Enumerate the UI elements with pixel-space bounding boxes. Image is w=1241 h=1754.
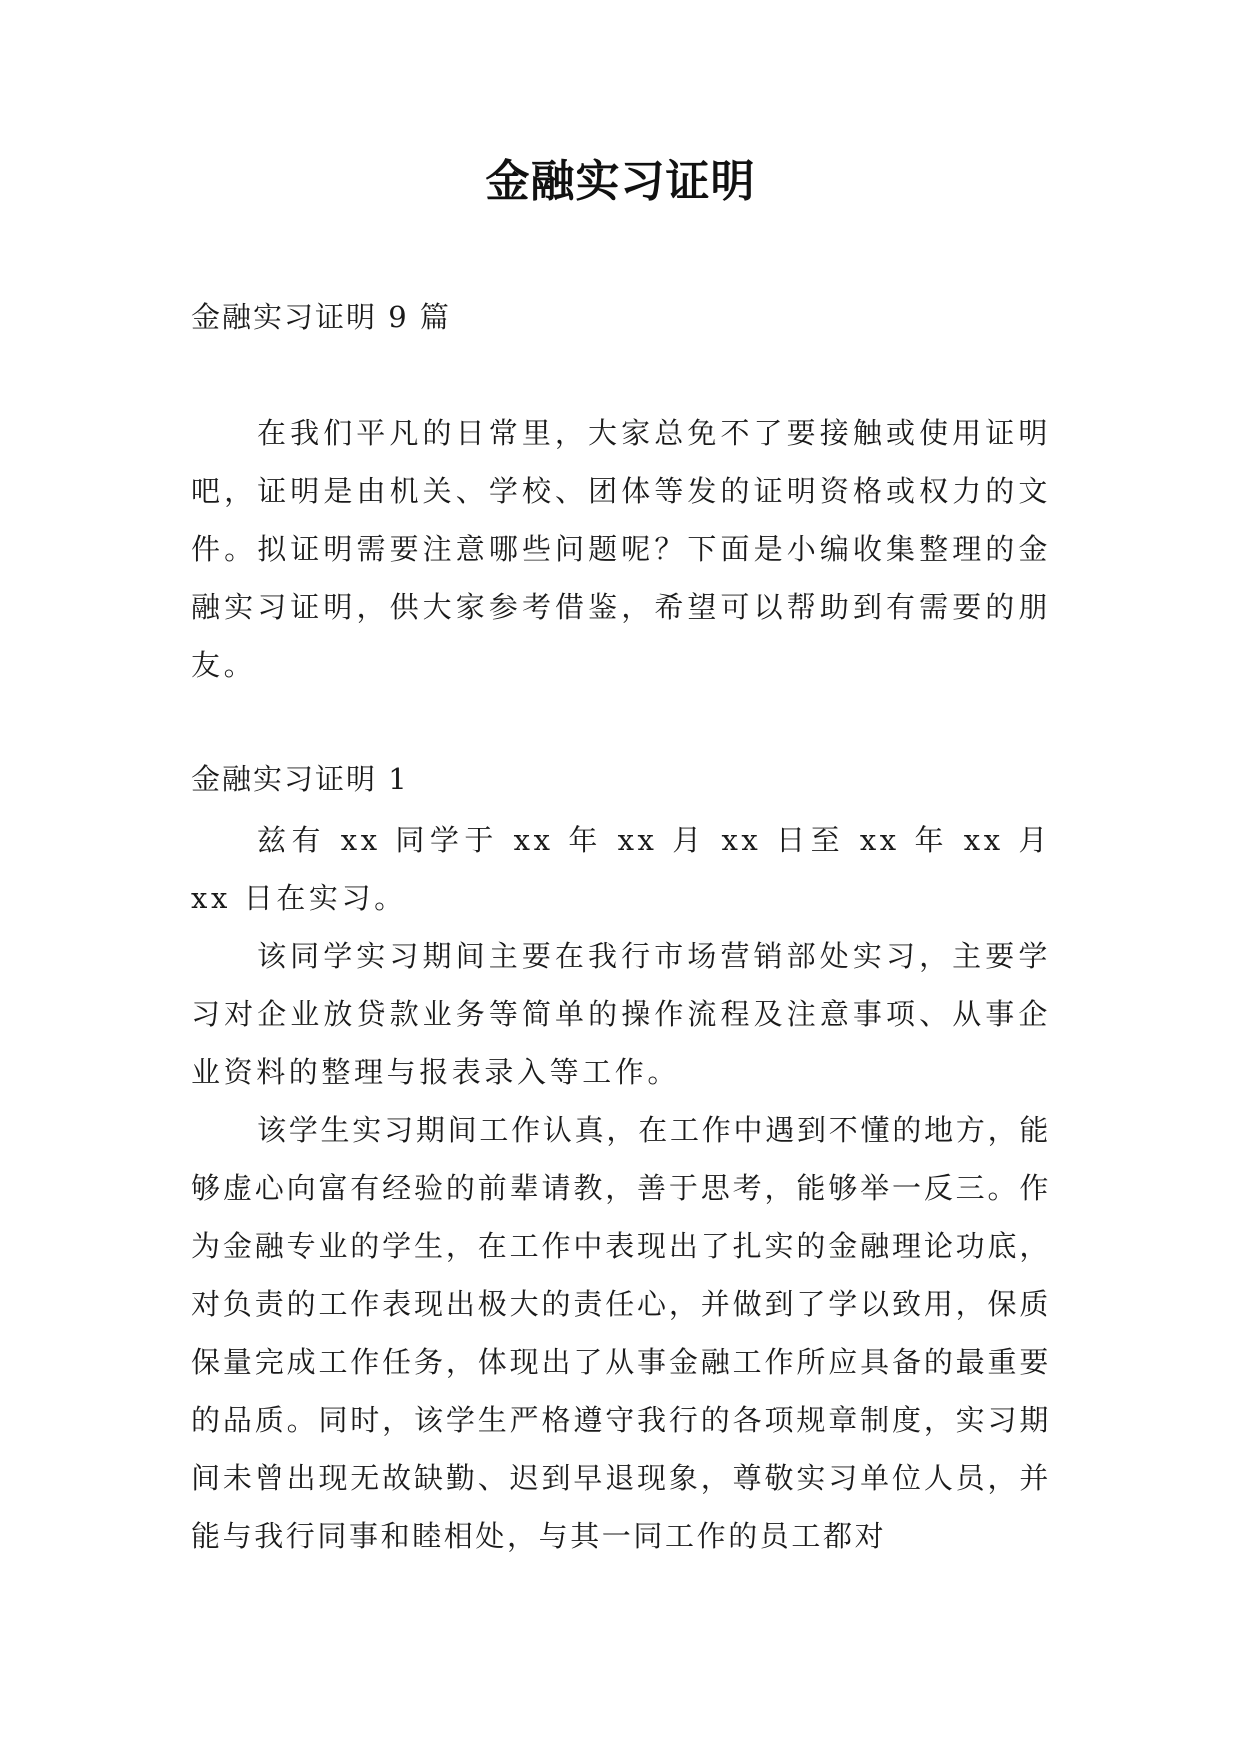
body-paragraph: 该同学实习期间主要在我行市场营销部处实习，主要学习对企业放贷款业务等简单的操作流程及注意事项、从事企业资料的整理与报表录入等工作。 bbox=[191, 939, 1051, 1089]
body-paragraph: 该学生实习期间工作认真，在工作中遇到不懂的地方，能够虚心向富有经验的前辈请教，善于思考，能够举一反三。作为金融专业的学生，在工作中表现出了扎实的金融理论功底，对负责的工作表现出极大的责任心，并做到了学以致用，保质保量完成工作任务，体现出了从事金融工作所应具备的最重要的品质。同时，该学生严格遵守我行的各项规章制度，实习期间未曾出现无故缺勤、迟到早退现象，尊敬实习单位人员，并能与我行同事和睦相处，与其一同工作的员工都对 bbox=[191, 1113, 1051, 1553]
body-paragraph: 兹有 xx 同学于 xx 年 xx 月 xx 日至 xx 年 xx 月 xx 日在实习。 bbox=[191, 823, 1051, 915]
document-title: 金融实习证明 bbox=[485, 156, 756, 207]
section-heading: 金融实习证明 1 bbox=[191, 762, 409, 796]
document-subtitle: 金融实习证明 9 篇 bbox=[191, 300, 451, 334]
intro-paragraph: 在我们平凡的日常里，大家总免不了要接触或使用证明吧，证明是由机关、学校、团体等发的证明资格或权力的文件。拟证明需要注意哪些问题呢？下面是小编收集整理的金融实习证明，供大家参考借鉴，希望可以帮助到有需要的朋友。 bbox=[191, 416, 1051, 682]
